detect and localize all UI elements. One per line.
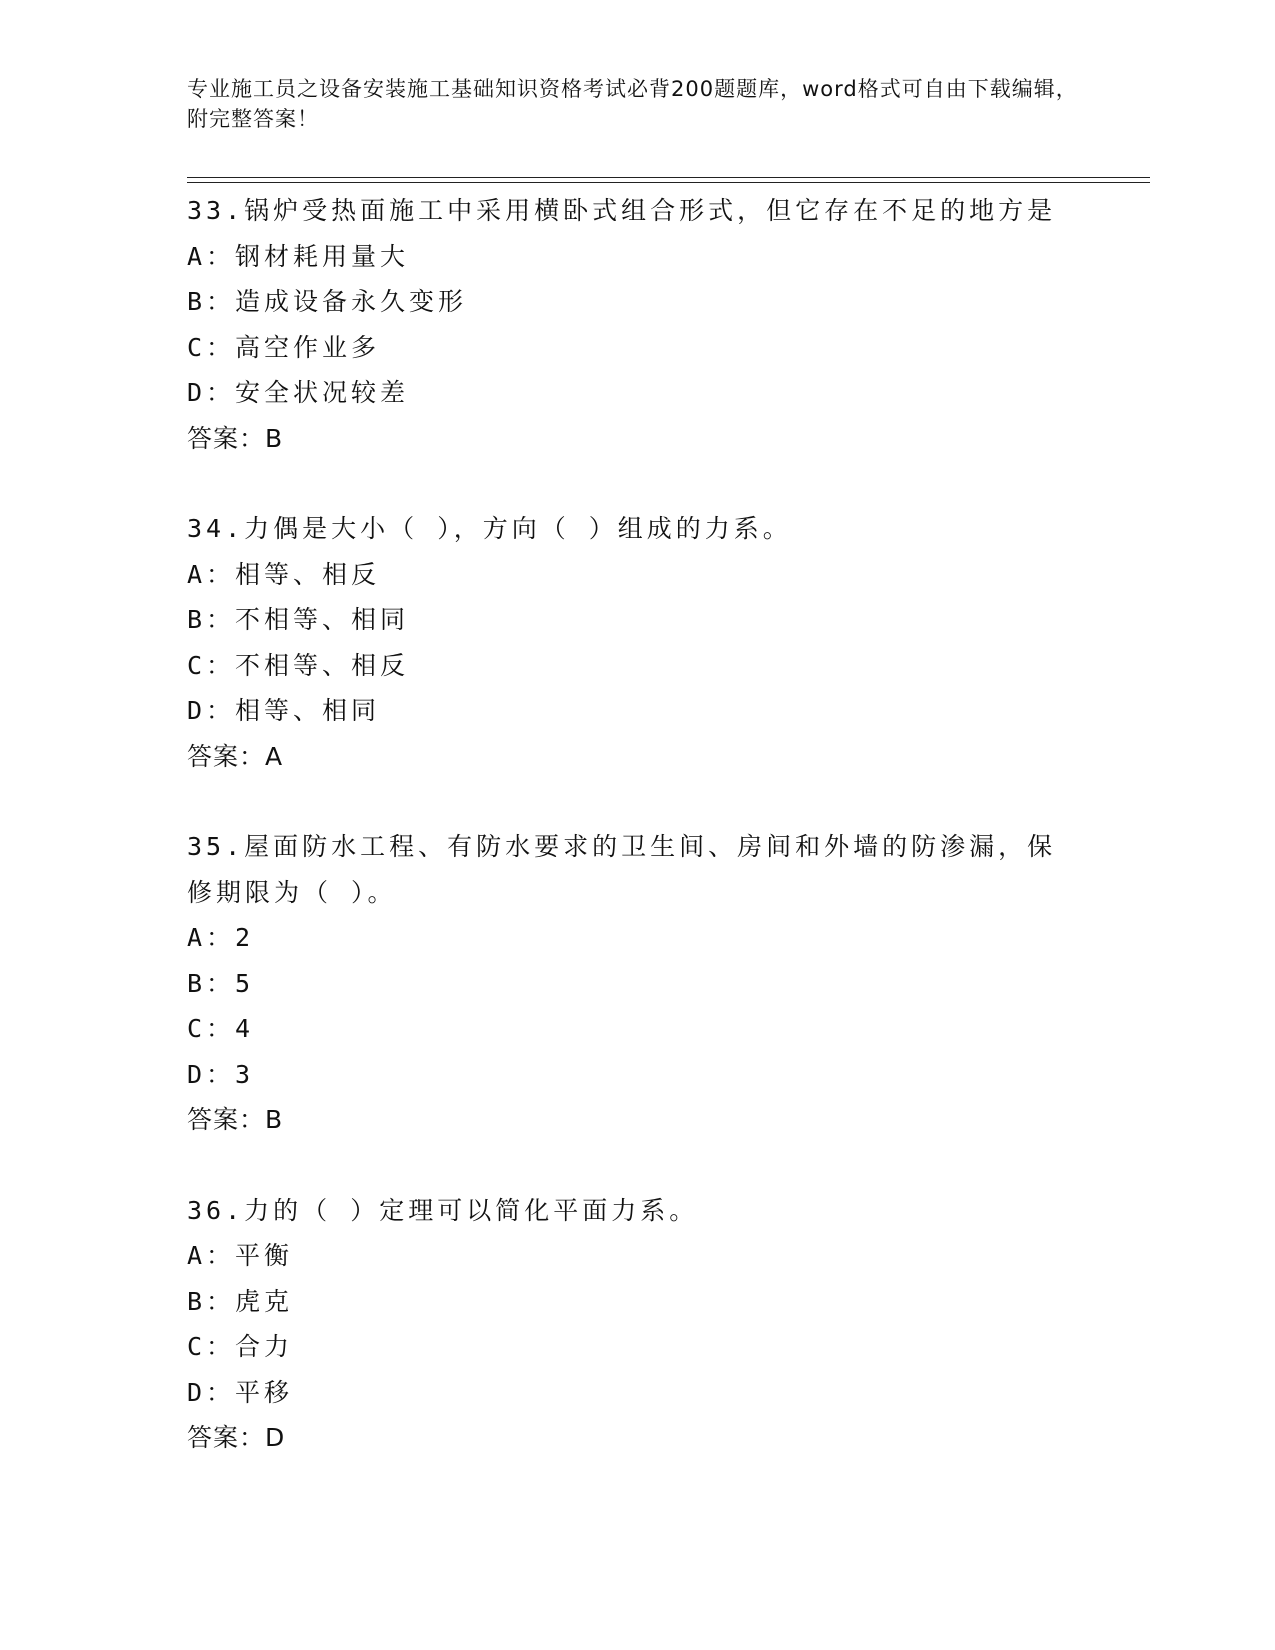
question-33	[187, 188, 1147, 461]
option-c: C：高空作业多	[187, 332, 381, 362]
option-b: B：不相等、相同	[187, 605, 410, 634]
question-35	[187, 824, 1147, 1143]
answer-line: 答案：D	[187, 1423, 286, 1452]
option-b: B：5	[187, 968, 255, 998]
option-a: A：2	[187, 923, 255, 952]
option-a: A：钢材耗用量大	[187, 241, 410, 271]
option-b: B：虎克	[187, 1286, 294, 1316]
question-stem: 36.力的（ ）定理可以简化平面力系。	[187, 1195, 699, 1225]
option-a: A：相等、相反	[187, 559, 381, 589]
option-c: C：合力	[187, 1332, 294, 1361]
answer-line: 答案：B	[187, 1105, 284, 1134]
option-a: A：平衡	[187, 1241, 294, 1270]
question-stem: 34.力偶是大小（ ），方向（ ）组成的力系。	[187, 514, 792, 543]
question-stem: 35.屋面防水工程、有防水要求的卫生间、房间和外墙的防渗漏，保修期限为（ ）。	[187, 832, 1057, 907]
document-header: 专业施工员之设备安装施工基础知识资格考试必背200题题库，word格式可自由下载编辑，附完整答案！	[187, 77, 1078, 131]
question-stem: 33.锅炉受热面施工中采用横卧式组合形式，但它存在不足的地方是	[187, 196, 1057, 225]
option-d: D：平移	[187, 1377, 294, 1407]
answer-line: 答案：B	[187, 423, 284, 453]
option-d: D：安全状况较差	[187, 378, 410, 407]
option-c: C：不相等、相反	[187, 650, 410, 680]
answer-line: 答案：A	[187, 741, 284, 771]
option-b: B：造成设备永久变形	[187, 287, 468, 316]
question-34	[187, 506, 1147, 779]
header-divider	[187, 177, 1150, 183]
question-list	[187, 188, 1147, 1506]
option-d: D：相等、相同	[187, 696, 381, 725]
question-36	[187, 1188, 1147, 1461]
option-c: C：4	[187, 1014, 255, 1043]
option-d: D：3	[187, 1059, 255, 1089]
